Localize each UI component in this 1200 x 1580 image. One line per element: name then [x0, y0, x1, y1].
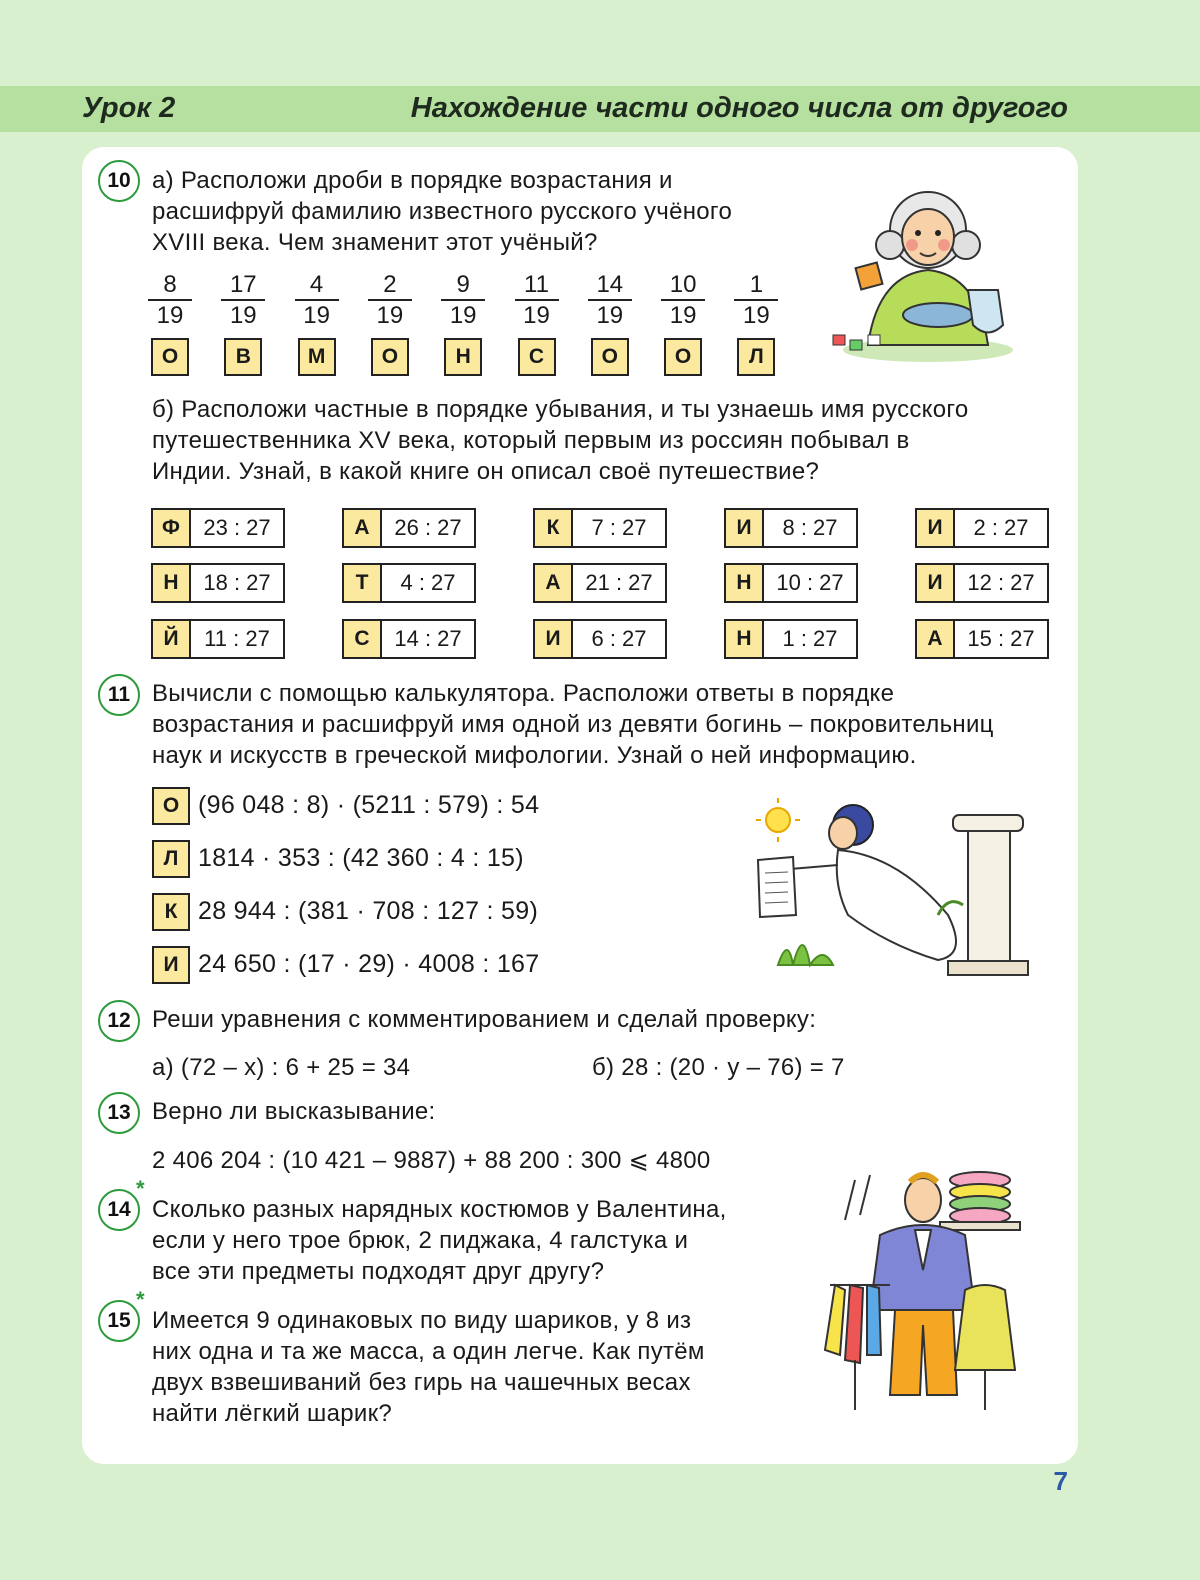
cipher-letter-box: О	[591, 338, 629, 376]
scroll	[758, 857, 796, 917]
task-11-line: возрастания и расшифруй имя одной из девяти богинь – покровительниц	[152, 711, 994, 738]
quotient-expression: 21 : 27	[585, 570, 653, 595]
trousers	[890, 1310, 957, 1395]
quotient-box	[533, 508, 667, 548]
quotient-letter: И	[535, 621, 573, 657]
quotient-box	[724, 563, 858, 603]
quotient-letter: Н	[726, 565, 764, 601]
calc-expression: (96 048 : 8) · (5211 : 579) : 54	[198, 791, 540, 819]
quotient-letter: Т	[344, 565, 382, 601]
quotient-box	[342, 508, 476, 548]
wardrobe-illustration	[815, 1160, 1030, 1420]
quotient-box	[915, 619, 1049, 659]
task-13-badge: 13	[98, 1092, 140, 1134]
fraction	[368, 271, 412, 329]
fraction-numerator: 4	[295, 271, 339, 301]
task-15-badge: 15	[98, 1300, 140, 1342]
task-10-badge: 10	[98, 160, 140, 202]
task-14-line: если у него трое брюк, 2 пиджака, 4 галстука и	[152, 1227, 689, 1254]
flask	[968, 290, 1003, 333]
task-15-line: двух взвешиваний без гирь на чашечных весах	[152, 1369, 691, 1396]
task-12-badge: 12	[98, 1000, 140, 1042]
task-10a-line: расшифруй фамилию известного русского учёного	[152, 198, 733, 225]
quotient-expression: 14 : 27	[394, 626, 462, 651]
quotient-letter: Н	[726, 621, 764, 657]
fraction-numerator: 10	[661, 271, 705, 301]
quotient-letter: К	[535, 510, 573, 546]
quotient-box	[151, 619, 285, 659]
task-14-star: *	[136, 1176, 145, 1201]
quotient-expression: 11 : 27	[204, 626, 270, 651]
cipher-letter-box: О	[151, 338, 189, 376]
task-10a-line: XVIII века. Чем знаменит этот учёный?	[152, 229, 598, 256]
cipher-letter-box: Л	[737, 338, 775, 376]
cipher-letter-box: В	[224, 338, 262, 376]
lesson-topic: Нахождение части одного числа от другого	[410, 92, 1068, 124]
quotient-expression: 1 : 27	[782, 626, 838, 651]
quotient-letter: А	[917, 621, 955, 657]
quotient-expression: 15 : 27	[967, 626, 1035, 651]
task-13-text: Верно ли высказывание:	[152, 1098, 436, 1125]
quotient-letter: И	[726, 510, 764, 546]
quotient-box	[533, 563, 667, 603]
fraction	[148, 271, 192, 329]
cipher-letter-box: О	[664, 338, 702, 376]
calc-expression: 1814 · 353 : (42 360 : 4 : 15)	[198, 844, 524, 872]
quotient-expression: 8 : 27	[782, 515, 838, 540]
fraction-denominator: 19	[669, 302, 697, 329]
task-15-line: них одна и та же масса, а один легче. Как путём	[152, 1338, 705, 1365]
quotient-letter: С	[344, 621, 382, 657]
quotient-box	[915, 563, 1049, 603]
quotient-box	[342, 619, 476, 659]
quotient-expression: 12 : 27	[967, 570, 1035, 595]
quotient-letter: А	[344, 510, 382, 546]
tie-yellow	[825, 1285, 845, 1355]
task-15-line: Имеется 9 одинаковых по виду шариков, у 8 из	[152, 1307, 692, 1334]
muse-robe	[837, 850, 956, 960]
task-14-line: Сколько разных нарядных костюмов у Валентина,	[152, 1196, 727, 1223]
fraction	[515, 271, 559, 329]
task-13-statement: 2 406 204 : (10 421 – 9887) + 88 200 : 300 ⩽ 4800	[152, 1147, 711, 1174]
quotient-box	[724, 508, 858, 548]
cipher-letter-box: С	[518, 338, 556, 376]
column	[968, 831, 1010, 961]
quotient-letter: И	[917, 510, 955, 546]
fraction-denominator: 19	[229, 302, 257, 329]
task-11-badge: 11	[98, 674, 140, 716]
quotient-letter: Н	[153, 565, 191, 601]
fraction-denominator: 19	[743, 302, 770, 329]
cipher-letter-box: К	[152, 893, 190, 931]
cipher-letter-box: О	[152, 787, 190, 825]
fraction	[441, 271, 485, 329]
fraction-denominator: 19	[449, 302, 477, 329]
tie-red	[845, 1285, 863, 1363]
bowl	[903, 303, 973, 327]
fraction	[588, 271, 632, 329]
equation-a: а) (72 – x) : 6 + 25 = 34	[152, 1054, 411, 1081]
task-10b-line: б) Расположи частные в порядке убывания, и ты узнаешь имя русского	[152, 396, 969, 423]
quotient-box	[724, 619, 858, 659]
muse-illustration	[738, 795, 1038, 980]
cipher-letter-box: Л	[152, 840, 190, 878]
cipher-letter-box: Н	[444, 338, 482, 376]
cipher-letter-box: М	[298, 338, 336, 376]
person-head	[905, 1178, 941, 1222]
quotient-box	[151, 563, 285, 603]
quotient-expression: 4 : 27	[400, 570, 456, 595]
cipher-letter-box: И	[152, 946, 190, 984]
quotient-box	[342, 563, 476, 603]
calc-expression: 28 944 : (381 · 708 : 127 : 59)	[198, 897, 539, 925]
task-15-line: найти лёгкий шарик?	[152, 1400, 393, 1427]
task-14-line: все эти предметы подходят друг другу?	[152, 1258, 605, 1285]
cipher-letter-box: О	[371, 338, 409, 376]
fraction	[661, 271, 705, 329]
fraction	[734, 271, 778, 329]
fraction-denominator: 19	[523, 302, 550, 329]
quotient-expression: 23 : 27	[203, 515, 271, 540]
page-number: 7	[1053, 1466, 1068, 1496]
task-12-text: Реши уравнения с комментированием и сделай проверку:	[152, 1006, 817, 1033]
fraction	[295, 271, 339, 329]
task-11-line: наук и искусств в греческой мифологии. Узнай о ней информацию.	[152, 742, 917, 769]
task-10b-line: Индии. Узнай, в какой книге он описал своё путешествие?	[152, 458, 820, 485]
quotient-letter: Ф	[153, 510, 191, 546]
lesson-label: Урок 2	[82, 92, 176, 124]
fraction-denominator: 19	[303, 302, 330, 329]
quotient-letter: А	[535, 565, 573, 601]
task-14-badge: 14	[98, 1189, 140, 1231]
fraction-denominator: 19	[376, 302, 404, 329]
fraction-numerator: 17	[221, 271, 265, 301]
fraction-numerator: 8	[148, 271, 192, 301]
fraction	[221, 271, 265, 329]
fraction-denominator: 19	[596, 302, 624, 329]
scientist-illustration	[828, 175, 1028, 365]
fraction-numerator: 2	[368, 271, 412, 301]
column-capital	[953, 815, 1023, 831]
task-10b-line: путешественника XV века, который первым из россиян побывал в	[152, 427, 910, 454]
task-11-line: Вычисли с помощью калькулятора. Расположи ответы в порядке	[152, 680, 895, 707]
bushes	[778, 945, 833, 965]
quotient-box	[915, 508, 1049, 548]
fraction-denominator: 19	[156, 302, 184, 329]
hanging-jacket	[955, 1285, 1015, 1370]
fraction-numerator: 9	[441, 271, 485, 301]
task-10a-line: а) Расположи дроби в порядке возрастания и	[152, 167, 673, 194]
sun-icon	[766, 808, 790, 832]
equation-b: б) 28 : (20 · y – 76) = 7	[592, 1054, 845, 1081]
quotient-expression: 7 : 27	[591, 515, 647, 540]
fraction-numerator: 1	[734, 271, 778, 301]
quotient-expression: 2 : 27	[973, 515, 1029, 540]
quotient-expression: 10 : 27	[776, 570, 844, 595]
fraction-numerator: 11	[515, 271, 559, 301]
quotient-expression: 26 : 27	[394, 515, 462, 540]
quotient-expression: 18 : 27	[203, 570, 271, 595]
quotient-letter: Й	[153, 621, 191, 657]
quotient-box	[533, 619, 667, 659]
quotient-letter: И	[917, 565, 955, 601]
calc-expression: 24 650 : (17 · 29) · 4008 : 167	[198, 950, 540, 978]
tie-blue	[867, 1285, 881, 1355]
fraction-numerator: 14	[588, 271, 632, 301]
quotient-expression: 6 : 27	[591, 626, 647, 651]
task-15-star: *	[136, 1287, 145, 1312]
quotient-box	[151, 508, 285, 548]
